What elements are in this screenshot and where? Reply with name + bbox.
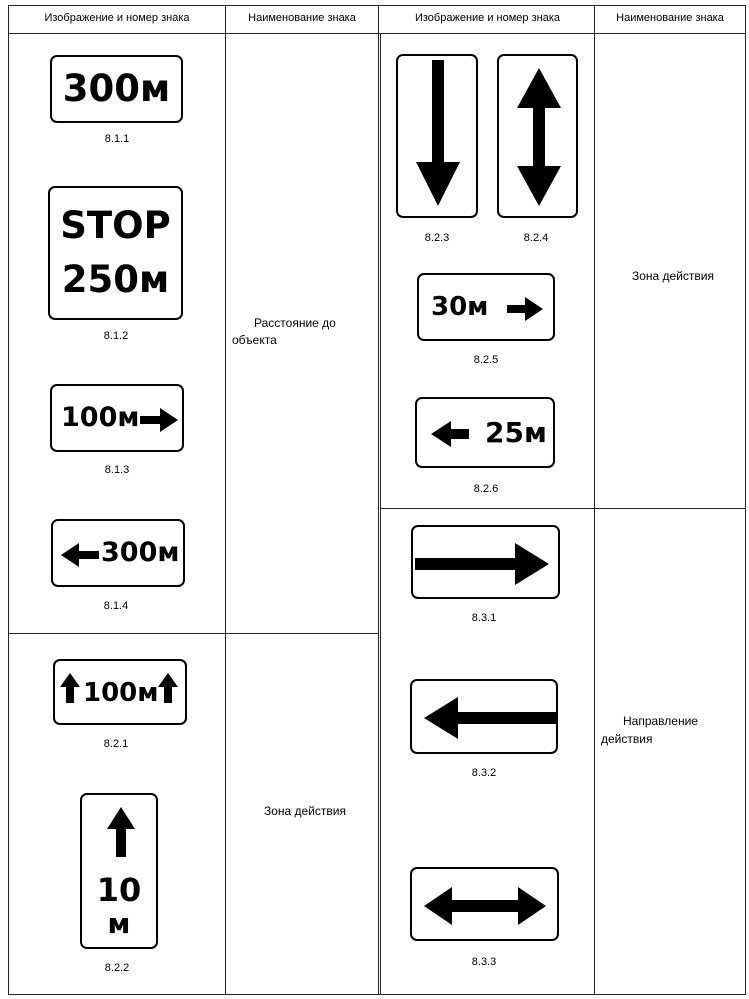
arrow-right-icon xyxy=(52,386,186,454)
sign-8-2-1-text: 100м xyxy=(83,678,159,708)
caption-8-3-1: 8.3.1 xyxy=(471,612,497,624)
caption-8-1-1: 8.1.1 xyxy=(104,133,130,145)
arrow-up-down-icon xyxy=(499,56,580,220)
sign-8-3-1 xyxy=(411,525,560,599)
table-border-right xyxy=(745,5,746,995)
name-direction-line2: действия xyxy=(601,732,653,746)
column-divider-2b xyxy=(380,33,381,995)
caption-8-2-1: 8.2.1 xyxy=(103,738,129,750)
sign-8-2-6-text: 25м xyxy=(485,416,547,449)
header-image-left: Изображение и номер знака xyxy=(44,12,190,24)
header-name-left: Наименование знака xyxy=(248,12,356,24)
sign-8-1-2 xyxy=(48,186,183,320)
name-distance-line2: объекта xyxy=(232,333,277,347)
sign-8-1-4 xyxy=(51,519,185,587)
caption-8-2-6: 8.2.6 xyxy=(473,483,499,495)
row-divider-left xyxy=(8,633,379,634)
arrow-right-long-icon xyxy=(413,527,562,601)
sign-8-2-4 xyxy=(497,54,578,218)
arrow-left-long-icon xyxy=(412,681,560,756)
header-divider xyxy=(8,33,746,34)
name-zone-left: Зона действия xyxy=(264,804,347,818)
column-divider-2 xyxy=(378,5,379,995)
sign-8-1-1 xyxy=(50,55,183,123)
sign-8-2-3 xyxy=(396,54,478,218)
sign-8-2-5 xyxy=(417,273,555,341)
row-divider-right xyxy=(380,508,746,509)
sign-8-2-2 xyxy=(80,793,158,949)
sign-8-2-2-line2: м xyxy=(107,907,131,940)
arrow-right-icon xyxy=(419,275,557,343)
caption-8-2-2: 8.2.2 xyxy=(104,962,130,974)
caption-8-3-2: 8.3.2 xyxy=(471,767,497,779)
header-name-right: Наименование знака xyxy=(616,12,724,24)
caption-8-2-5: 8.2.5 xyxy=(473,354,499,366)
caption-8-3-3: 8.3.3 xyxy=(471,956,497,968)
caption-8-1-4: 8.1.4 xyxy=(103,600,129,612)
table-border-left xyxy=(8,5,9,995)
header-image-right: Изображение и номер знака xyxy=(414,12,560,24)
table-border-top xyxy=(8,5,746,6)
sign-8-1-2-line2: 250м xyxy=(61,258,170,301)
sign-8-2-1 xyxy=(53,659,187,725)
arrow-down-long-icon xyxy=(398,56,480,220)
caption-8-1-3: 8.1.3 xyxy=(104,464,130,476)
sign-8-1-4-text: 300м xyxy=(101,537,180,568)
column-divider-1 xyxy=(225,5,226,995)
sign-8-1-3-text: 100м xyxy=(61,402,140,433)
sign-8-2-5-text: 30м xyxy=(431,292,489,322)
caption-8-2-4: 8.2.4 xyxy=(523,232,549,244)
sign-8-1-2-line1: STOP xyxy=(60,204,171,247)
name-direction-line1: Направление xyxy=(623,714,698,728)
sign-8-2-6 xyxy=(415,397,555,468)
caption-8-2-3: 8.2.3 xyxy=(424,232,450,244)
caption-8-1-2: 8.1.2 xyxy=(103,330,129,342)
sign-8-1-3 xyxy=(50,384,184,452)
sign-8-2-2-line1: 10 xyxy=(96,871,142,909)
sign-8-3-3 xyxy=(410,867,559,941)
name-zone-right: Зона действия xyxy=(632,269,715,283)
column-divider-3 xyxy=(594,5,595,995)
name-distance-line1: Расстояние до xyxy=(254,316,336,330)
arrow-left-right-icon xyxy=(412,869,561,943)
sign-8-3-2 xyxy=(410,679,558,754)
table-border-bottom xyxy=(8,994,746,995)
sign-8-1-1-text: 300м xyxy=(62,67,171,110)
